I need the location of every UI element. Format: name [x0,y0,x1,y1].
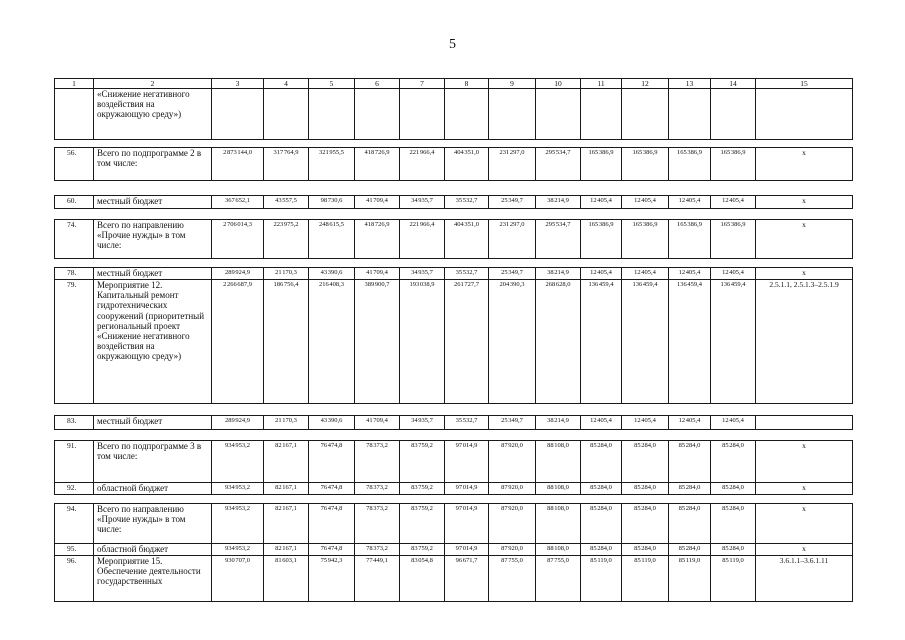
budget-table-block-6 [54,415,853,430]
column-header-3: 3 [212,79,264,89]
table-row [55,89,853,140]
table-cell-col-13: 12 405,4 [669,196,711,209]
table-cell-col-8: 404 351,0 [445,148,489,181]
table-cell-col-12: 136 459,4 [622,280,669,404]
table-cell-col-6: 77 449,1 [355,556,400,602]
table-cell-col-4: 82 167,1 [264,544,309,556]
table-cell-col-11: 165 386,9 [581,220,622,259]
table-cell-col-13 [669,89,711,140]
table-cell-col-5: 43 390,6 [309,268,355,280]
table-cell-col-11: 136 459,4 [581,280,622,404]
table-cell-col-12: 85 284,0 [622,544,669,556]
table-cell-col-12: 165 386,9 [622,148,669,181]
table-cell-col-5: 75 942,3 [309,556,355,602]
table-cell-col-2: местный бюджет [94,268,212,280]
table-cell-col-7: 83 759,2 [400,504,445,544]
table-cell-col-3: 934 953,2 [212,544,264,556]
table-cell-col-5: 76 474,8 [309,544,355,556]
table-cell-col-3: 367 652,1 [212,196,264,209]
table-cell-col-2: областной бюджет [94,483,212,495]
table-cell-col-12: 12 405,4 [622,196,669,209]
table-cell-col-12: 85 284,0 [622,504,669,544]
table-cell-col-13: 85 119,0 [669,556,711,602]
table-cell-col-4: 186 756,4 [264,280,309,404]
table-cell-col-15: х [756,220,853,259]
table-cell-col-8: 261 727,7 [445,280,489,404]
table-cell-col-3: 934 953,2 [212,441,264,483]
table-cell-col-15: х [756,148,853,181]
table-cell-col-6: 78 373,2 [355,504,400,544]
table-cell-col-12: 85 284,0 [622,483,669,495]
table-cell-col-8: 35 532,7 [445,268,489,280]
table-cell-col-9: 25 349,7 [489,196,536,209]
table-cell-col-13: 85 284,0 [669,441,711,483]
table-row [55,416,853,430]
table-cell-col-6 [355,89,400,140]
table-cell-col-1: 56. [55,148,94,181]
table-cell-col-10: 295 534,7 [536,220,581,259]
table-cell-col-2: Всего по подпрограмме 2 в том числе: [94,148,212,181]
table-cell-col-8: 404 351,0 [445,220,489,259]
table-cell-col-8 [445,89,489,140]
table-cell-col-9: 204 390,3 [489,280,536,404]
table-cell-col-15 [756,416,853,430]
table-cell-col-9: 87 920,0 [489,544,536,556]
table-cell-col-5: 76 474,8 [309,441,355,483]
table-cell-col-15: х [756,196,853,209]
table-cell-col-10: 88 108,0 [536,441,581,483]
table-cell-col-15: х [756,441,853,483]
table-cell-col-13: 12 405,4 [669,268,711,280]
table-cell-col-12: 85 284,0 [622,441,669,483]
table-cell-col-14: 85 119,0 [711,556,756,602]
column-header-15: 15 [756,79,853,89]
table-cell-col-10: 88 108,0 [536,544,581,556]
table-cell-col-5: 248 615,5 [309,220,355,259]
table-cell-col-6: 418 726,9 [355,220,400,259]
budget-table-block-8 [54,503,853,602]
table-cell-col-14: 85 284,0 [711,544,756,556]
table-cell-col-14: 136 459,4 [711,280,756,404]
table-cell-col-14: 85 284,0 [711,504,756,544]
budget-table-block-5 [54,267,853,404]
table-cell-col-5: 216 408,3 [309,280,355,404]
table-cell-col-10: 38 214,9 [536,268,581,280]
table-cell-col-6: 78 373,2 [355,544,400,556]
table-cell-col-7: 221 966,4 [400,220,445,259]
table-cell-col-11: 85 284,0 [581,483,622,495]
table-cell-col-13: 85 284,0 [669,544,711,556]
table-cell-col-4: 82 167,1 [264,483,309,495]
table-cell-col-12: 165 386,9 [622,220,669,259]
table-cell-col-3: 2 706 014,3 [212,220,264,259]
table-cell-col-12: 12 405,4 [622,268,669,280]
table-cell-col-8: 97 014,9 [445,504,489,544]
table-cell-col-14: 12 405,4 [711,196,756,209]
table-cell-col-7: 83 759,2 [400,441,445,483]
table-cell-col-4: 317 764,9 [264,148,309,181]
table-cell-col-1: 95. [55,544,94,556]
table-cell-col-14 [711,89,756,140]
table-cell-col-4: 21 170,3 [264,416,309,430]
table-cell-col-4: 223 975,2 [264,220,309,259]
table-cell-col-12: 12 405,4 [622,416,669,430]
table-row [55,556,853,602]
table-cell-col-11: 12 405,4 [581,268,622,280]
table-cell-col-1: 91. [55,441,94,483]
table-cell-col-8: 96 671,7 [445,556,489,602]
table-cell-col-11: 85 119,0 [581,556,622,602]
table-cell-col-15: х [756,544,853,556]
table-cell-col-13: 12 405,4 [669,416,711,430]
table-cell-col-5: 321 955,5 [309,148,355,181]
table-cell-col-2: областной бюджет [94,544,212,556]
column-header-10: 10 [536,79,581,89]
table-cell-col-2: Мероприятие 12. Капитальный ремонт гидротехнических сооружений (приоритетный региональный проект «Снижение негативного воздействия на окружающую среду») [94,280,212,404]
table-cell-col-15: х [756,483,853,495]
table-cell-col-15: 3.6.1.1–3.6.1.11 [756,556,853,602]
table-cell-col-15 [756,89,853,140]
table-cell-col-11: 85 284,0 [581,544,622,556]
table-cell-col-9: 87 920,0 [489,483,536,495]
table-cell-col-11 [581,89,622,140]
table-cell-col-5 [309,89,355,140]
table-cell-col-7: 221 966,4 [400,148,445,181]
page-number: 5 [449,37,456,52]
table-cell-col-9: 231 297,0 [489,148,536,181]
table-cell-col-9: 25 349,7 [489,416,536,430]
table-cell-col-3: 2 873 144,0 [212,148,264,181]
table-cell-col-4: 82 167,1 [264,441,309,483]
table-cell-col-7: 83 054,8 [400,556,445,602]
table-row [55,220,853,259]
table-cell-col-1: 79. [55,280,94,404]
table-cell-col-3: 289 924,9 [212,268,264,280]
table-cell-col-9: 231 297,0 [489,220,536,259]
table-cell-col-5: 43 390,6 [309,416,355,430]
table-cell-col-10: 268 628,0 [536,280,581,404]
table-cell-col-2: местный бюджет [94,416,212,430]
table-cell-col-1: 83. [55,416,94,430]
table-cell-col-6: 78 373,2 [355,441,400,483]
table-cell-col-15: х [756,504,853,544]
table-cell-col-12: 85 119,0 [622,556,669,602]
table-cell-col-9 [489,89,536,140]
table-cell-col-2: Всего по направлению «Прочие нужды» в том числе: [94,504,212,544]
table-cell-col-9: 87 920,0 [489,441,536,483]
table-cell-col-13: 136 459,4 [669,280,711,404]
table-cell-col-2: «Снижение негативного воздействия на окружающую среду») [94,89,212,140]
table-cell-col-6: 78 373,2 [355,483,400,495]
table-cell-col-14: 12 405,4 [711,416,756,430]
table-cell-col-8: 35 532,7 [445,416,489,430]
column-header-13: 13 [669,79,711,89]
table-row [55,268,853,280]
table-cell-col-6: 41 709,4 [355,416,400,430]
table-cell-col-7: 83 759,2 [400,483,445,495]
table-cell-col-2: Всего по подпрограмме 3 в том числе: [94,441,212,483]
table-cell-col-11: 85 284,0 [581,441,622,483]
table-cell-col-3: 934 953,2 [212,504,264,544]
table-row [55,544,853,556]
table-cell-col-13: 165 386,9 [669,220,711,259]
table-cell-col-1 [55,89,94,140]
column-header-6: 6 [355,79,400,89]
table-cell-col-1: 78. [55,268,94,280]
table-cell-col-8: 97 014,9 [445,441,489,483]
table-cell-col-8: 35 532,7 [445,196,489,209]
table-cell-col-4: 21 170,3 [264,268,309,280]
column-header-4: 4 [264,79,309,89]
table-cell-col-15: 2.5.1.1, 2.5.1.3–2.5.1.9 [756,280,853,404]
table-cell-col-14: 85 284,0 [711,483,756,495]
table-cell-col-14: 12 405,4 [711,268,756,280]
table-cell-col-12 [622,89,669,140]
table-cell-col-6: 41 709,4 [355,268,400,280]
table-header-row [55,79,853,89]
budget-table-block-4 [54,219,853,259]
table-cell-col-9: 87 755,0 [489,556,536,602]
table-cell-col-10: 38 214,9 [536,416,581,430]
budget-table-block-7 [54,440,853,495]
table-cell-col-8: 97 014,9 [445,483,489,495]
budget-table-block-2 [54,147,853,181]
table-cell-col-10: 88 108,0 [536,483,581,495]
table-cell-col-3: 2 266 687,9 [212,280,264,404]
table-cell-col-6: 389 900,7 [355,280,400,404]
table-cell-col-8: 97 014,9 [445,544,489,556]
table-cell-col-4: 43 557,5 [264,196,309,209]
table-row [55,504,853,544]
column-header-9: 9 [489,79,536,89]
table-cell-col-3: 930 707,0 [212,556,264,602]
table-cell-col-7: 34 935,7 [400,268,445,280]
column-header-1: 1 [55,79,94,89]
table-cell-col-10 [536,89,581,140]
table-cell-col-5: 76 474,8 [309,504,355,544]
table-cell-col-1: 94. [55,504,94,544]
table-cell-col-10: 295 534,7 [536,148,581,181]
table-cell-col-7: 83 759,2 [400,544,445,556]
table-cell-col-7 [400,89,445,140]
table-cell-col-4: 82 167,1 [264,504,309,544]
table-cell-col-1: 60. [55,196,94,209]
table-cell-col-11: 165 386,9 [581,148,622,181]
table-row [55,148,853,181]
table-row [55,441,853,483]
budget-table-block-3 [54,195,853,209]
table-cell-col-2: Мероприятие 15. Обеспечение деятельности государственных [94,556,212,602]
column-header-12: 12 [622,79,669,89]
table-cell-col-7: 34 935,7 [400,196,445,209]
table-cell-col-13: 165 386,9 [669,148,711,181]
column-header-14: 14 [711,79,756,89]
table-cell-col-7: 34 935,7 [400,416,445,430]
table-cell-col-2: местный бюджет [94,196,212,209]
table-cell-col-2: Всего по направлению «Прочие нужды» в том числе: [94,220,212,259]
table-row [55,280,853,404]
table-cell-col-6: 41 709,4 [355,196,400,209]
table-cell-col-13: 85 284,0 [669,483,711,495]
column-header-7: 7 [400,79,445,89]
table-cell-col-1: 74. [55,220,94,259]
table-cell-col-3 [212,89,264,140]
table-cell-col-9: 87 920,0 [489,504,536,544]
table-cell-col-13: 85 284,0 [669,504,711,544]
column-header-2: 2 [94,79,212,89]
table-cell-col-10: 87 755,0 [536,556,581,602]
table-cell-col-4: 81 603,1 [264,556,309,602]
table-cell-col-3: 289 924,9 [212,416,264,430]
table-cell-col-5: 76 474,8 [309,483,355,495]
table-cell-col-7: 193 038,9 [400,280,445,404]
table-cell-col-9: 25 349,7 [489,268,536,280]
table-cell-col-1: 92. [55,483,94,495]
table-cell-col-4 [264,89,309,140]
table-cell-col-1: 96. [55,556,94,602]
column-header-5: 5 [309,79,355,89]
table-cell-col-11: 85 284,0 [581,504,622,544]
table-cell-col-14: 165 386,9 [711,220,756,259]
table-cell-col-10: 88 108,0 [536,504,581,544]
column-header-11: 11 [581,79,622,89]
table-cell-col-3: 934 953,2 [212,483,264,495]
table-cell-col-14: 85 284,0 [711,441,756,483]
table-row [55,483,853,495]
column-header-8: 8 [445,79,489,89]
table-cell-col-11: 12 405,4 [581,416,622,430]
table-cell-col-5: 98 730,6 [309,196,355,209]
table-cell-col-10: 38 214,9 [536,196,581,209]
table-cell-col-11: 12 405,4 [581,196,622,209]
table-cell-col-6: 418 726,9 [355,148,400,181]
table-cell-col-15: х [756,268,853,280]
budget-table-block-1 [54,78,853,140]
table-cell-col-14: 165 386,9 [711,148,756,181]
table-row [55,196,853,209]
